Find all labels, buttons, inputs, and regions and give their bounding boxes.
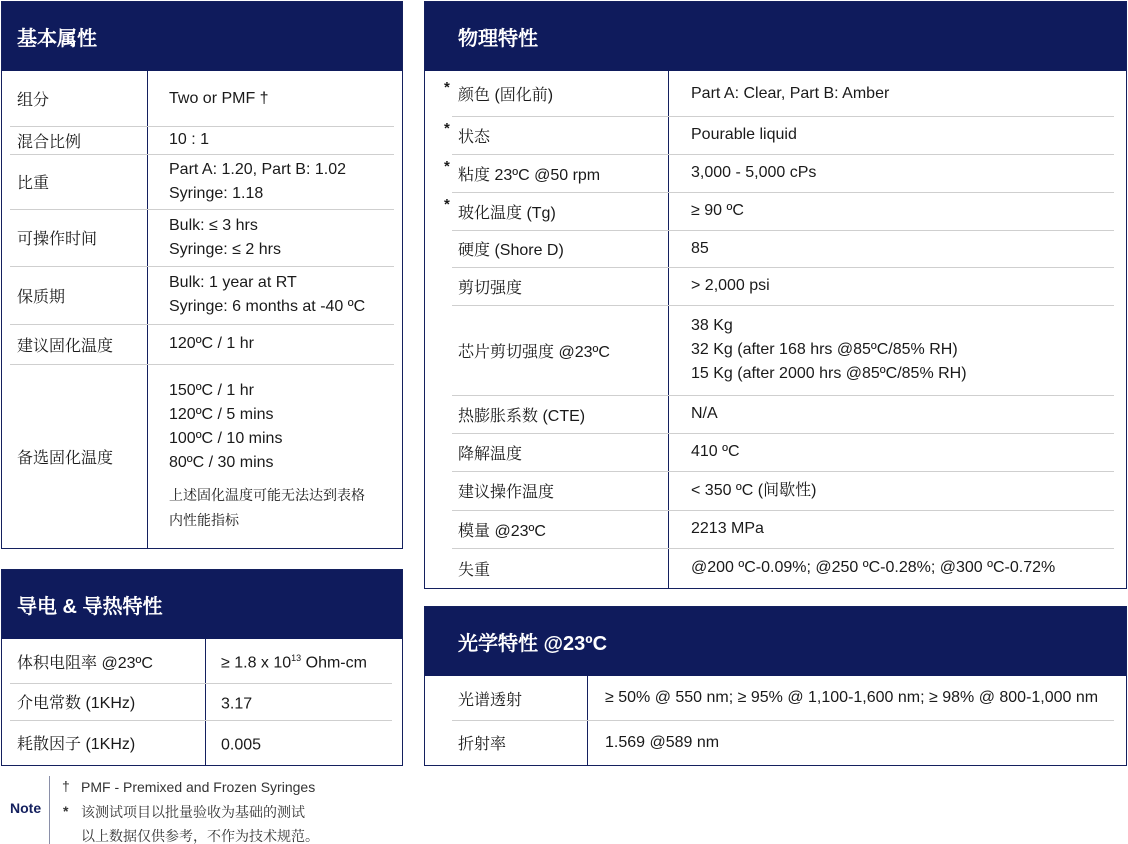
- value-line: 15 Kg (after 2000 hrs @85ºC/85% RH): [691, 365, 967, 382]
- row-value: [691, 154, 816, 192]
- table-row: [2, 324, 402, 364]
- row-value: [169, 209, 281, 266]
- required-star: *: [444, 196, 450, 213]
- optical-properties-header: [425, 607, 1126, 676]
- value-line: 120ºC / 1 hr: [169, 335, 254, 352]
- row-label: 比重: [17, 175, 50, 192]
- electrical-properties-header: [2, 570, 402, 639]
- row-value: [169, 71, 269, 126]
- row-label: 耗散因子 (1KHz): [17, 736, 136, 753]
- table-row: [425, 267, 1126, 305]
- value-line: 410 ºC: [691, 443, 740, 460]
- note-disclaimer: 以上数据仅供参考，不作为技术规范。: [81, 828, 319, 844]
- value-line: 2213 MPa: [691, 520, 764, 537]
- table-row: [2, 71, 402, 126]
- value-line: 32 Kg (after 168 hrs @85ºC/85% RH): [691, 341, 958, 358]
- row-value: [691, 267, 770, 305]
- row-label: 组分: [17, 92, 50, 109]
- row-label: 备选固化温度: [17, 449, 114, 467]
- note-label: Note: [10, 800, 42, 816]
- physical-properties-header: [425, 2, 1126, 71]
- value-line: [221, 687, 252, 716]
- cure-note-line: 上述固化温度可能无法达到表格: [169, 487, 365, 503]
- optical-properties-panel: [424, 606, 1127, 766]
- value-line: 80ºC / 30 mins: [169, 454, 274, 471]
- row-value: [691, 116, 797, 154]
- row-value: [169, 266, 365, 324]
- value-line: > 2,000 psi: [691, 277, 770, 294]
- value-exponent: 13: [291, 653, 302, 664]
- value-line: [221, 646, 367, 675]
- physical-properties-panel: [424, 1, 1127, 589]
- row-value: [221, 720, 261, 765]
- row-label: 光谱透射: [458, 691, 523, 709]
- row-label: 可操作时间: [17, 231, 98, 248]
- row-value: [221, 639, 367, 683]
- value-line: Bulk: ≤ 3 hrs: [169, 216, 258, 234]
- table-row: [425, 676, 1126, 720]
- value-main: 0.005: [221, 736, 262, 754]
- dagger-mark: †: [62, 778, 70, 794]
- electrical-properties-table: [2, 639, 402, 765]
- row-label: 剪切强度: [458, 279, 523, 297]
- row-value: [691, 192, 744, 230]
- table-row: [2, 126, 402, 154]
- table-row: [2, 364, 402, 548]
- value-line: Pourable liquid: [691, 126, 797, 143]
- required-star: *: [444, 120, 450, 137]
- table-row: [425, 116, 1126, 154]
- required-star: *: [444, 79, 450, 96]
- value-line: ≥ 90 ºC: [691, 202, 744, 219]
- value-main: 3.17: [221, 695, 253, 713]
- value-line: @200 ºC-0.09%; @250 ºC-0.28%; @300 ºC-0.72%: [691, 559, 1056, 576]
- value-line: Syringe: 1.18: [169, 184, 264, 202]
- value-main: ≥ 1.8 x 10: [221, 654, 292, 672]
- table-row: [425, 305, 1126, 395]
- row-value: [691, 230, 709, 267]
- row-value: [169, 154, 346, 209]
- row-value: [691, 433, 740, 471]
- row-label: 状态: [458, 128, 491, 146]
- table-row: [425, 471, 1126, 510]
- row-label: 体积电阻率 @23ºC: [17, 654, 153, 672]
- optical-properties-table: [425, 676, 1126, 765]
- table-row: [425, 433, 1126, 471]
- row-label: 混合比例: [17, 133, 82, 151]
- table-row: [2, 639, 402, 683]
- row-label: 芯片剪切强度 @23ºC: [458, 343, 610, 361]
- row-value: [691, 471, 816, 510]
- row-value: [691, 548, 1055, 588]
- value-line: Part A: 1.20, Part B: 1.02: [169, 160, 346, 178]
- table-row: [2, 266, 402, 324]
- row-label: 玻化温度 (Tg): [458, 204, 556, 222]
- table-row: [425, 720, 1126, 765]
- value-line: 100ºC / 10 mins: [169, 430, 283, 447]
- note-divider: [49, 776, 50, 844]
- row-label: 介电常数 (1KHz): [17, 695, 136, 712]
- footnote: [0, 770, 420, 844]
- value-line: 150ºC / 1 hr: [169, 382, 254, 399]
- row-label: 失重: [458, 561, 491, 579]
- row-label: 建议操作温度: [458, 484, 555, 501]
- basic-properties-header: [2, 2, 402, 71]
- physical-properties-table: [425, 71, 1126, 588]
- note-pmf: PMF - Premixed and Frozen Syringes: [81, 779, 316, 795]
- basic-properties-table: [2, 71, 402, 548]
- physical-properties-title: 物理特性: [458, 28, 538, 50]
- basic-properties-title: 基本属性: [17, 28, 97, 50]
- value-line: Two or PMF †: [169, 89, 269, 107]
- required-star: *: [444, 158, 450, 175]
- cure-note: [169, 483, 365, 533]
- electrical-properties-panel: [1, 569, 403, 766]
- table-row: [425, 192, 1126, 230]
- value-line: Syringe: ≤ 2 hrs: [169, 240, 281, 258]
- note-batch-test: 该测试项目以批量验收为基础的测试: [81, 804, 305, 820]
- table-row: [425, 510, 1126, 548]
- value-line: ≥ 50% @ 550 nm; ≥ 95% @ 1,100-1,600 nm; ≥ 98% @ 800-1,000 nm: [605, 689, 1099, 706]
- value-line: 1.569 @589 nm: [605, 733, 720, 751]
- star-mark: *: [63, 803, 69, 819]
- value-unit: Ohm-cm: [301, 654, 367, 672]
- value-line: 38 Kg: [691, 317, 733, 334]
- row-label: 热膨胀系数 (CTE): [458, 407, 586, 425]
- row-label: 折射率: [458, 736, 507, 753]
- table-row: [425, 230, 1126, 267]
- table-row: [2, 154, 402, 209]
- row-label: 粘度 23ºC @50 rpm: [458, 166, 601, 184]
- row-label: 颜色 (固化前): [458, 87, 554, 104]
- optical-properties-title: 光学特性 @23ºC: [458, 633, 608, 655]
- row-label: 保质期: [17, 288, 66, 306]
- value-line: 10 : 1: [169, 131, 210, 148]
- value-line: < 350 ºC (间歇性): [691, 481, 817, 499]
- cure-note-line: 内性能指标: [169, 512, 239, 528]
- row-value: [691, 305, 967, 395]
- row-label: 建议固化温度: [17, 337, 114, 355]
- row-value: [221, 683, 252, 720]
- value-line: N/A: [691, 405, 718, 422]
- table-row: [2, 720, 402, 765]
- row-value: [691, 395, 718, 433]
- value-line: 85: [691, 239, 709, 257]
- table-row: [2, 683, 402, 720]
- row-label: 模量 @23ºC: [458, 522, 546, 540]
- row-value: [691, 71, 889, 116]
- row-value: [691, 510, 764, 548]
- row-value: [169, 126, 209, 154]
- table-row: [425, 548, 1126, 588]
- value-line: 3,000 - 5,000 cPs: [691, 164, 817, 181]
- value-line: Syringe: 6 months at -40 ºC: [169, 298, 366, 315]
- row-value: [169, 364, 365, 548]
- table-row: [425, 71, 1126, 116]
- table-row: [425, 395, 1126, 433]
- row-label: 硬度 (Shore D): [458, 242, 564, 259]
- value-line: Part A: Clear, Part B: Amber: [691, 84, 890, 102]
- basic-properties-panel: [1, 1, 403, 549]
- row-label: 降解温度: [458, 445, 523, 463]
- row-value: [169, 324, 254, 364]
- row-value: [605, 720, 719, 765]
- table-row: [425, 154, 1126, 192]
- table-row: [2, 209, 402, 266]
- value-line: Bulk: 1 year at RT: [169, 274, 297, 291]
- electrical-properties-title: 导电 & 导热特性: [17, 596, 163, 618]
- value-line: 120ºC / 5 mins: [169, 406, 274, 423]
- row-value: [605, 676, 1098, 720]
- value-line: [221, 728, 261, 757]
